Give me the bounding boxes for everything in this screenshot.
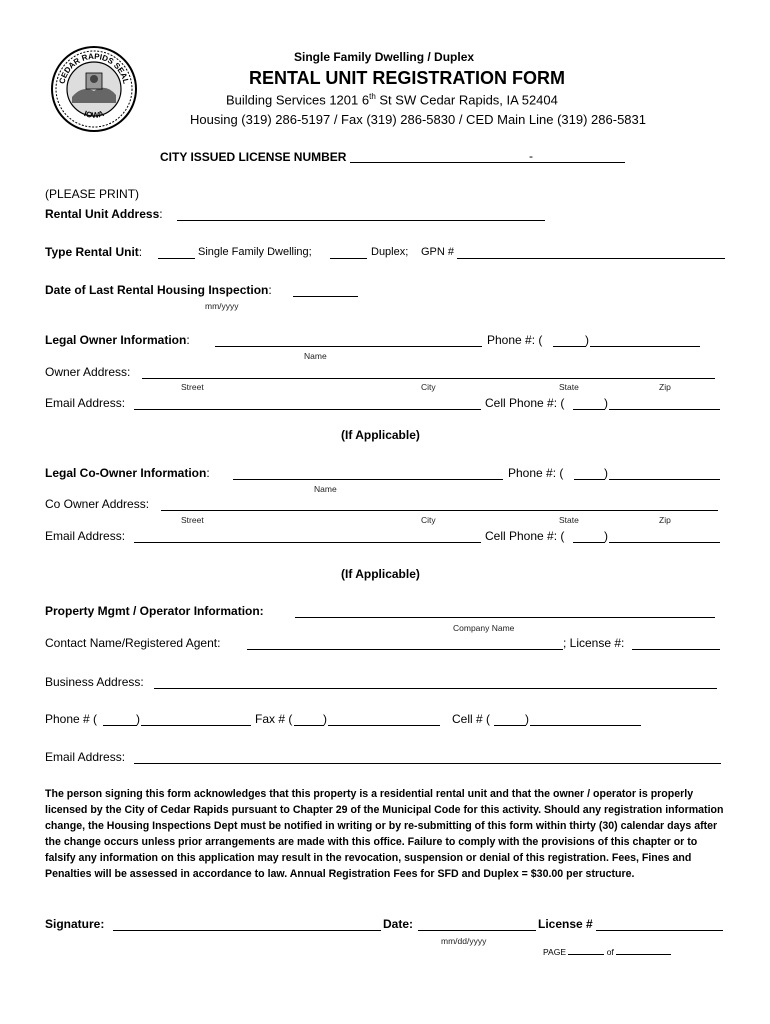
owner-phone-field[interactable] bbox=[590, 346, 700, 347]
please-print: (PLEASE PRINT) bbox=[45, 187, 140, 201]
owner-state-sub: State bbox=[559, 382, 579, 392]
header-address: Building Services 1201 6th St SW Cedar Rapids, IA 52404 bbox=[226, 92, 558, 108]
mgmt-fax-label: Fax # ( bbox=[255, 712, 293, 726]
coowner-address-label: Co Owner Address: bbox=[45, 497, 150, 511]
header-phones: Housing (319) 286-5197 / Fax (319) 286-5830 / CED Main Line (319) 286-5831 bbox=[190, 112, 646, 127]
owner-address-label: Owner Address: bbox=[45, 365, 131, 379]
coowner-address-field[interactable] bbox=[161, 510, 718, 511]
mgmt-cell-label: Cell # ( bbox=[452, 712, 491, 726]
owner-email-label: Email Address: bbox=[45, 396, 126, 410]
coowner-street-sub: Street bbox=[181, 515, 204, 525]
mgmt-phone-label: Phone # ( bbox=[45, 712, 98, 726]
signature-field[interactable] bbox=[113, 930, 381, 931]
duplex-check-field[interactable] bbox=[330, 258, 367, 259]
coowner-cell-field[interactable] bbox=[609, 542, 720, 543]
coowner-cell-label: Cell Phone #: ( bbox=[485, 529, 565, 543]
mgmt-fax-close: ) bbox=[323, 712, 327, 726]
mgmt-phone-area-field[interactable] bbox=[103, 725, 137, 726]
business-address-field[interactable] bbox=[154, 688, 717, 689]
mgmt-email-field[interactable] bbox=[134, 763, 721, 764]
mgmt-phone-field[interactable] bbox=[141, 725, 251, 726]
coowner-phone-label: Phone #: ( bbox=[508, 466, 564, 480]
seal-top-text: CEDAR RAPIDS SEAL bbox=[57, 51, 131, 85]
mgmt-phone-close: ) bbox=[136, 712, 140, 726]
coowner-cell-area-field[interactable] bbox=[573, 542, 605, 543]
coowner-email-field[interactable] bbox=[134, 542, 481, 543]
owner-cell-area-field[interactable] bbox=[573, 409, 605, 410]
mgmt-label: Property Mgmt / Operator Information: bbox=[45, 604, 264, 618]
coowner-name-field[interactable] bbox=[233, 479, 503, 480]
coowner-zip-sub: Zip bbox=[659, 515, 671, 525]
inspection-label: Date of Last Rental Housing Inspection: bbox=[45, 283, 272, 297]
sfd-check-field[interactable] bbox=[158, 258, 195, 259]
owner-city-sub: City bbox=[421, 382, 436, 392]
business-address-label: Business Address: bbox=[45, 675, 144, 689]
date-label: Date: bbox=[383, 917, 414, 931]
owner-label: Legal Owner Information: bbox=[45, 333, 190, 347]
disclaimer-paragraph: The person signing this form acknowledges that this property is a residential rental unit and that the owner / operator is properly licensed by the City of Cedar Rapids pursuant to Chapter 29 of the Municipal Code for this activity. Should any registration information change, the Housing Inspections Dept must be notified in writing or by re-submitting of this form within thirty (30) calendar days after the change occurs unless prior arrangements are made with this office. Failure to comply with the provisions of this chapter or to falsify any information on this application may result in the revocation, suspension or denial of this registration. Fees, Fines and Penalties will be assessed in accordance to law. Annual Registration Fees for SFD and Duplex = $30.00 per structure. bbox=[45, 788, 724, 880]
duplex-option: Duplex; bbox=[371, 246, 409, 258]
owner-street-sub: Street bbox=[181, 382, 204, 392]
form-subtitle: Single Family Dwelling / Duplex bbox=[294, 50, 475, 64]
rental-address-field[interactable] bbox=[177, 220, 545, 221]
if-applicable-1: (If Applicable) bbox=[341, 428, 420, 442]
coowner-phone-field[interactable] bbox=[609, 479, 720, 480]
mgmt-cell-close: ) bbox=[525, 712, 529, 726]
coowner-phone-area-field[interactable] bbox=[574, 479, 605, 480]
owner-cell-field[interactable] bbox=[609, 409, 720, 410]
owner-email-field[interactable] bbox=[134, 409, 481, 410]
owner-zip-sub: Zip bbox=[659, 382, 671, 392]
page-indicator: PAGE of bbox=[543, 947, 671, 957]
mgmt-email-label: Email Address: bbox=[45, 750, 126, 764]
license-separator: - bbox=[529, 149, 533, 163]
license-number-field[interactable] bbox=[350, 162, 625, 163]
seal-bottom-text: IOWA bbox=[82, 109, 106, 120]
signature-label: Signature: bbox=[45, 917, 105, 931]
inspection-date-field[interactable] bbox=[293, 296, 358, 297]
owner-name-field[interactable] bbox=[215, 346, 482, 347]
coowner-name-sub: Name bbox=[314, 484, 337, 494]
contact-field[interactable] bbox=[247, 649, 563, 650]
owner-address-field[interactable] bbox=[142, 378, 715, 379]
mgmt-license-label: ; License #: bbox=[563, 636, 625, 650]
type-unit-label: Type Rental Unit: bbox=[45, 245, 143, 259]
rental-address-label: Rental Unit Address: bbox=[45, 207, 163, 221]
footer-license-field[interactable] bbox=[596, 930, 723, 931]
coowner-state-sub: State bbox=[559, 515, 579, 525]
coowner-label: Legal Co-Owner Information: bbox=[45, 466, 210, 480]
contact-label: Contact Name/Registered Agent: bbox=[45, 636, 221, 650]
if-applicable-2: (If Applicable) bbox=[341, 567, 420, 581]
owner-phone-area-field[interactable] bbox=[553, 346, 586, 347]
license-number-label: CITY ISSUED LICENSE NUMBER bbox=[160, 150, 347, 164]
coowner-cell-close: ) bbox=[604, 529, 608, 543]
owner-name-sub: Name bbox=[304, 351, 327, 361]
owner-cell-close: ) bbox=[604, 396, 608, 410]
mgmt-cell-field[interactable] bbox=[530, 725, 641, 726]
owner-phone-close: ) bbox=[585, 333, 589, 347]
inspection-date-format: mm/yyyy bbox=[205, 301, 239, 311]
coowner-phone-close: ) bbox=[604, 466, 608, 480]
city-seal-icon bbox=[50, 45, 138, 133]
date-format-sub: mm/dd/yyyy bbox=[441, 936, 487, 946]
mgmt-license-field[interactable] bbox=[632, 649, 720, 650]
date-field[interactable] bbox=[418, 930, 536, 931]
form-title: RENTAL UNIT REGISTRATION FORM bbox=[249, 68, 565, 88]
gpn-field[interactable] bbox=[457, 258, 725, 259]
gpn-label: GPN # bbox=[421, 246, 455, 258]
footer-license-label: License # bbox=[538, 917, 593, 931]
mgmt-cell-area-field[interactable] bbox=[494, 725, 526, 726]
mgmt-fax-area-field[interactable] bbox=[294, 725, 324, 726]
owner-cell-label: Cell Phone #: ( bbox=[485, 396, 565, 410]
mgmt-company-field[interactable] bbox=[295, 617, 715, 618]
sfd-option: Single Family Dwelling; bbox=[198, 246, 312, 258]
owner-phone-label: Phone #: ( bbox=[487, 333, 543, 347]
mgmt-company-sub: Company Name bbox=[453, 623, 515, 633]
coowner-city-sub: City bbox=[421, 515, 436, 525]
coowner-email-label: Email Address: bbox=[45, 529, 126, 543]
mgmt-fax-field[interactable] bbox=[328, 725, 440, 726]
